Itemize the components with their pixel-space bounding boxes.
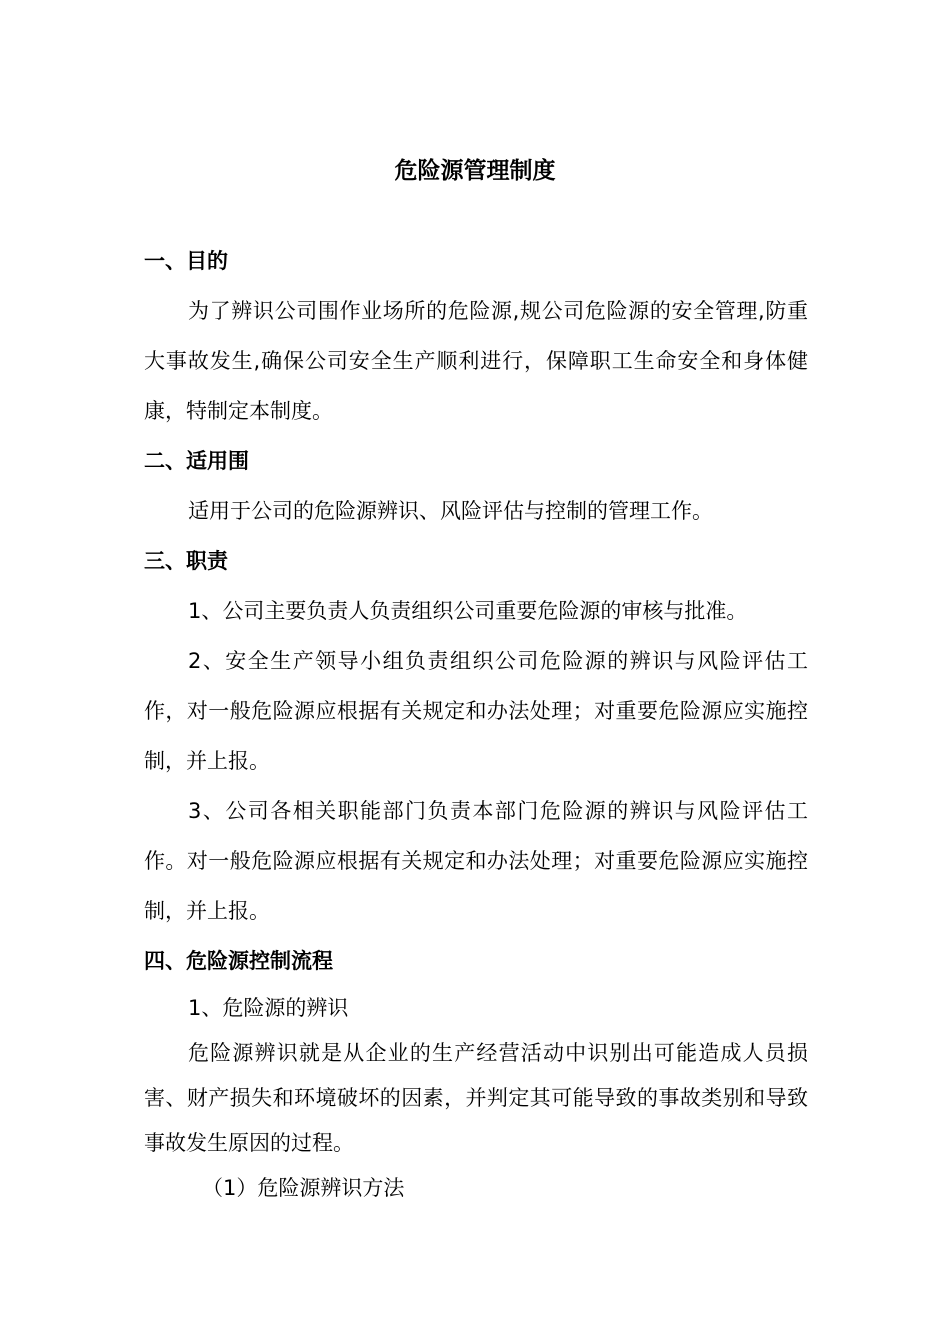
- paragraph-responsibility-3: 3、公司各相关职能部门负责本部门危险源的辨识与风险评估工作。对一般危险源应根据有关规定和办法处理；对重要危险源应实施控制，并上报。: [144, 799, 808, 923]
- paragraph-identification-heading: 1、危险源的辨识: [188, 996, 349, 1020]
- section-heading-control-process: 四、危险源控制流程: [144, 949, 333, 973]
- section-heading-purpose: 一、目的: [144, 249, 228, 273]
- paragraph-responsibility-1: 1、公司主要负责人负责组织公司重要危险源的审核与批准。: [188, 599, 748, 623]
- paragraph-responsibility-2: 2、安全生产领导小组负责组织公司危险源的辨识与风险评估工作，对一般危险源应根据有关规定和办法处理；对重要危险源应实施控制，并上报。: [144, 649, 808, 773]
- document-title: 危险源管理制度: [394, 158, 556, 184]
- paragraph-identification-definition: 危险源辨识就是从企业的生产经营活动中识别出可能造成人员损害、财产损失和环境破坏的因素，并判定其可能导致的事故类别和导致事故发生原因的过程。: [144, 1041, 808, 1155]
- section-heading-responsibilities: 三、职责: [144, 549, 228, 573]
- paragraph-identification-method: （1）危险源辨识方法: [202, 1176, 405, 1200]
- paragraph-scope: 适用于公司的危险源辨识、风险评估与控制的管理工作。: [188, 499, 713, 523]
- section-heading-scope: 二、适用围: [144, 449, 249, 473]
- paragraph-purpose: 为了辨识公司围作业场所的危险源,规公司危险源的安全管理,防重大事故发生,确保公司安全生产顺利进行，保障职工生命安全和身体健康，特制定本制度。: [144, 299, 808, 423]
- document-body: [144, 236, 808, 1211]
